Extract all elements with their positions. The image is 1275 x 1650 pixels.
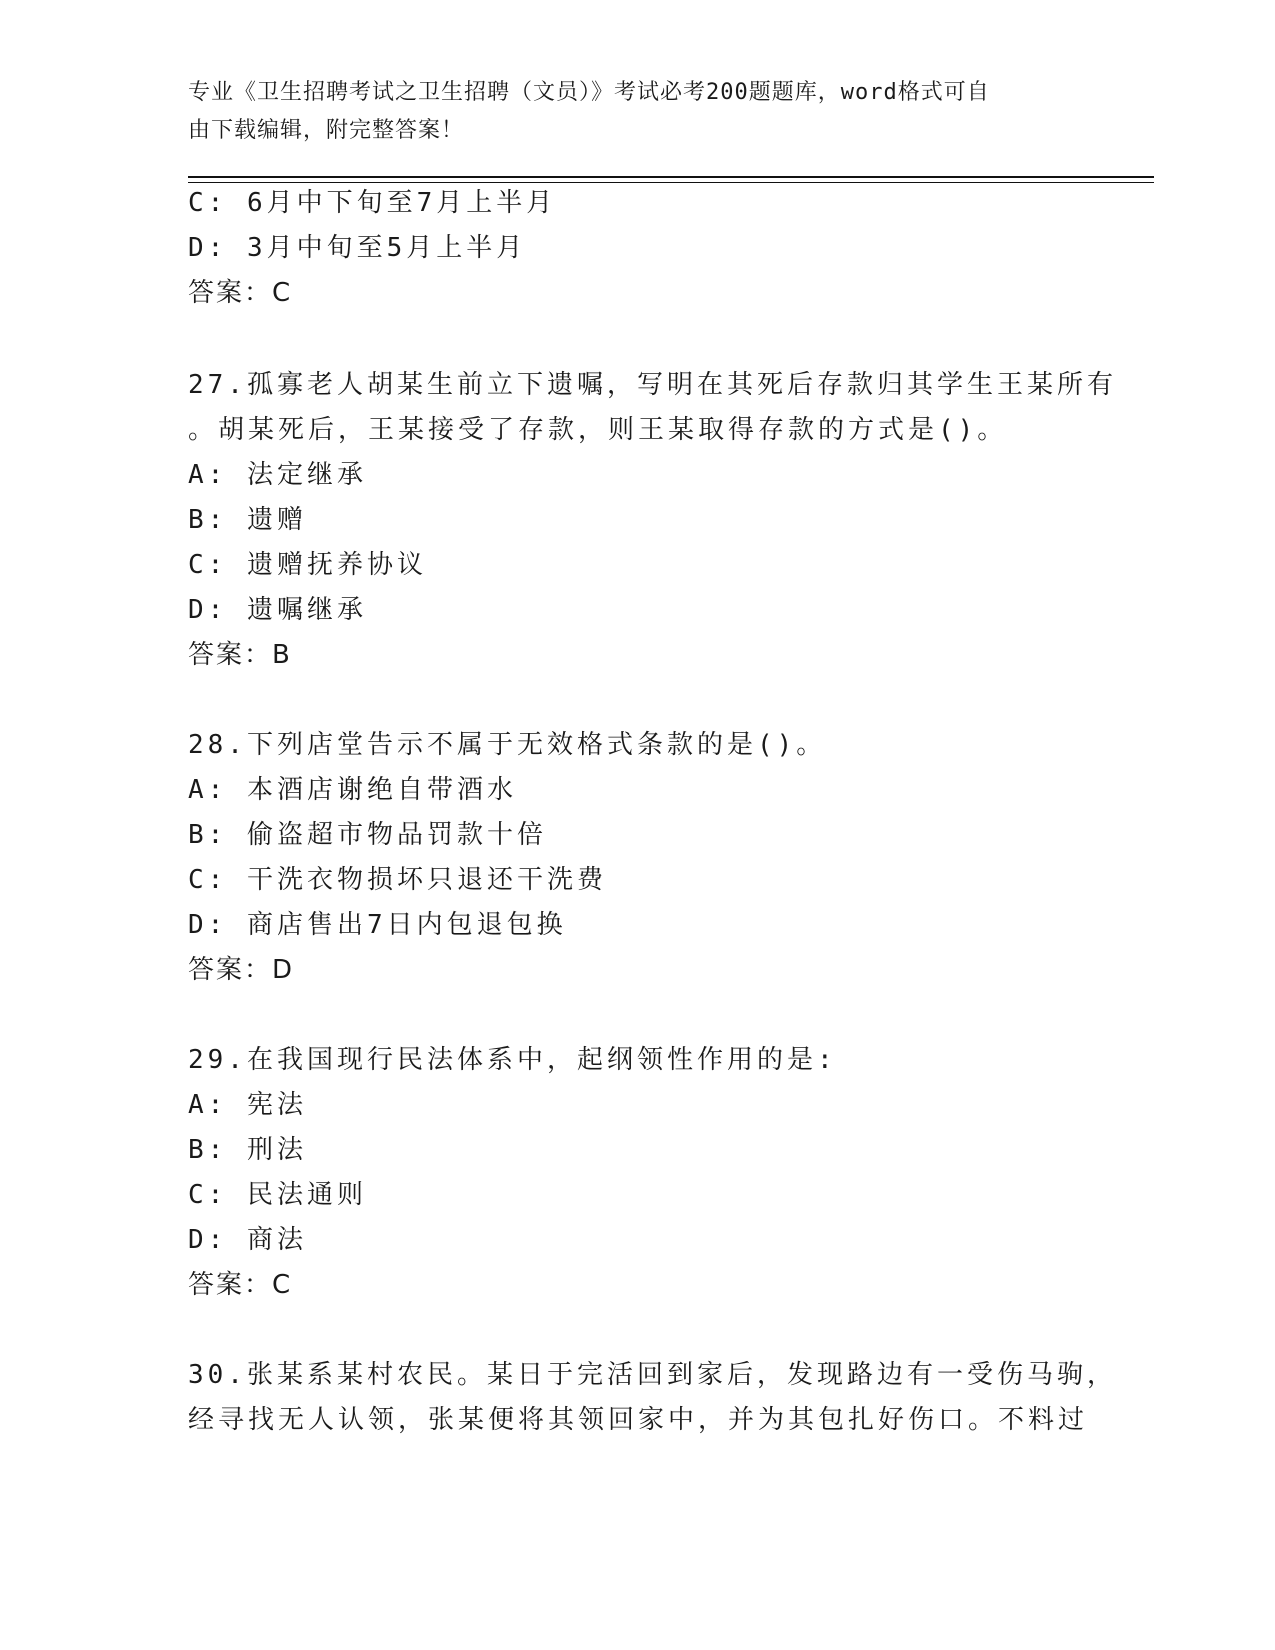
q27-option-d: D: 遗嘱继承 bbox=[188, 595, 367, 625]
q28-option-d: D: 商店售出7日内包退包换 bbox=[188, 910, 567, 940]
q27-option-a: A: 法定继承 bbox=[188, 460, 367, 490]
prev-option-c: C: 6月中下旬至7月上半月 bbox=[188, 188, 557, 218]
q29-option-c: C: 民法通则 bbox=[188, 1180, 367, 1210]
header-line-1: 专业《卫生招聘考试之卫生招聘（文员）》考试必考200题题库，word格式可自 bbox=[188, 80, 990, 105]
q29-stem-line-1: 29.在我国现行民法体系中，起纲领性作用的是: bbox=[188, 1045, 837, 1075]
header-divider-thin bbox=[188, 182, 1154, 183]
prev-answer: 答案：C bbox=[188, 278, 293, 308]
q29-answer: 答案：C bbox=[188, 1270, 293, 1300]
q28-option-b: B: 偷盗超市物品罚款十倍 bbox=[188, 820, 547, 850]
header-line-2: 由下载编辑，附完整答案！ bbox=[188, 118, 465, 143]
q30-stem-line-1: 30.张某系某村农民。某日于完活回到家后，发现路边有一受伤马驹， bbox=[188, 1360, 1117, 1390]
q27-option-b: B: 遗赠 bbox=[188, 505, 307, 535]
q29-option-a: A: 宪法 bbox=[188, 1090, 307, 1120]
q30-stem-line-2: 经寻找无人认领，张某便将其领回家中，并为其包扎好伤口。不料过 bbox=[188, 1405, 1089, 1435]
q28-option-c: C: 干洗衣物损坏只退还干洗费 bbox=[188, 865, 607, 895]
q27-option-c: C: 遗赠抚养协议 bbox=[188, 550, 427, 580]
prev-option-d: D: 3月中旬至5月上半月 bbox=[188, 233, 527, 263]
q27-stem-line-2: 。胡某死后，王某接受了存款，则王某取得存款的方式是()。 bbox=[188, 415, 1008, 445]
q28-option-a: A: 本酒店谢绝自带酒水 bbox=[188, 775, 517, 805]
q29-option-d: D: 商法 bbox=[188, 1225, 307, 1255]
q28-answer: 答案：D bbox=[188, 955, 295, 985]
document-header bbox=[188, 74, 1068, 150]
header-divider-thick bbox=[188, 176, 1154, 178]
q29-option-b: B: 刑法 bbox=[188, 1135, 307, 1165]
q27-answer: 答案：B bbox=[188, 640, 292, 670]
q28-stem-line-1: 28.下列店堂告示不属于无效格式条款的是()。 bbox=[188, 730, 827, 760]
q27-stem-line-1: 27.孤寡老人胡某生前立下遗嘱，写明在其死后存款归其学生王某所有 bbox=[188, 370, 1117, 400]
